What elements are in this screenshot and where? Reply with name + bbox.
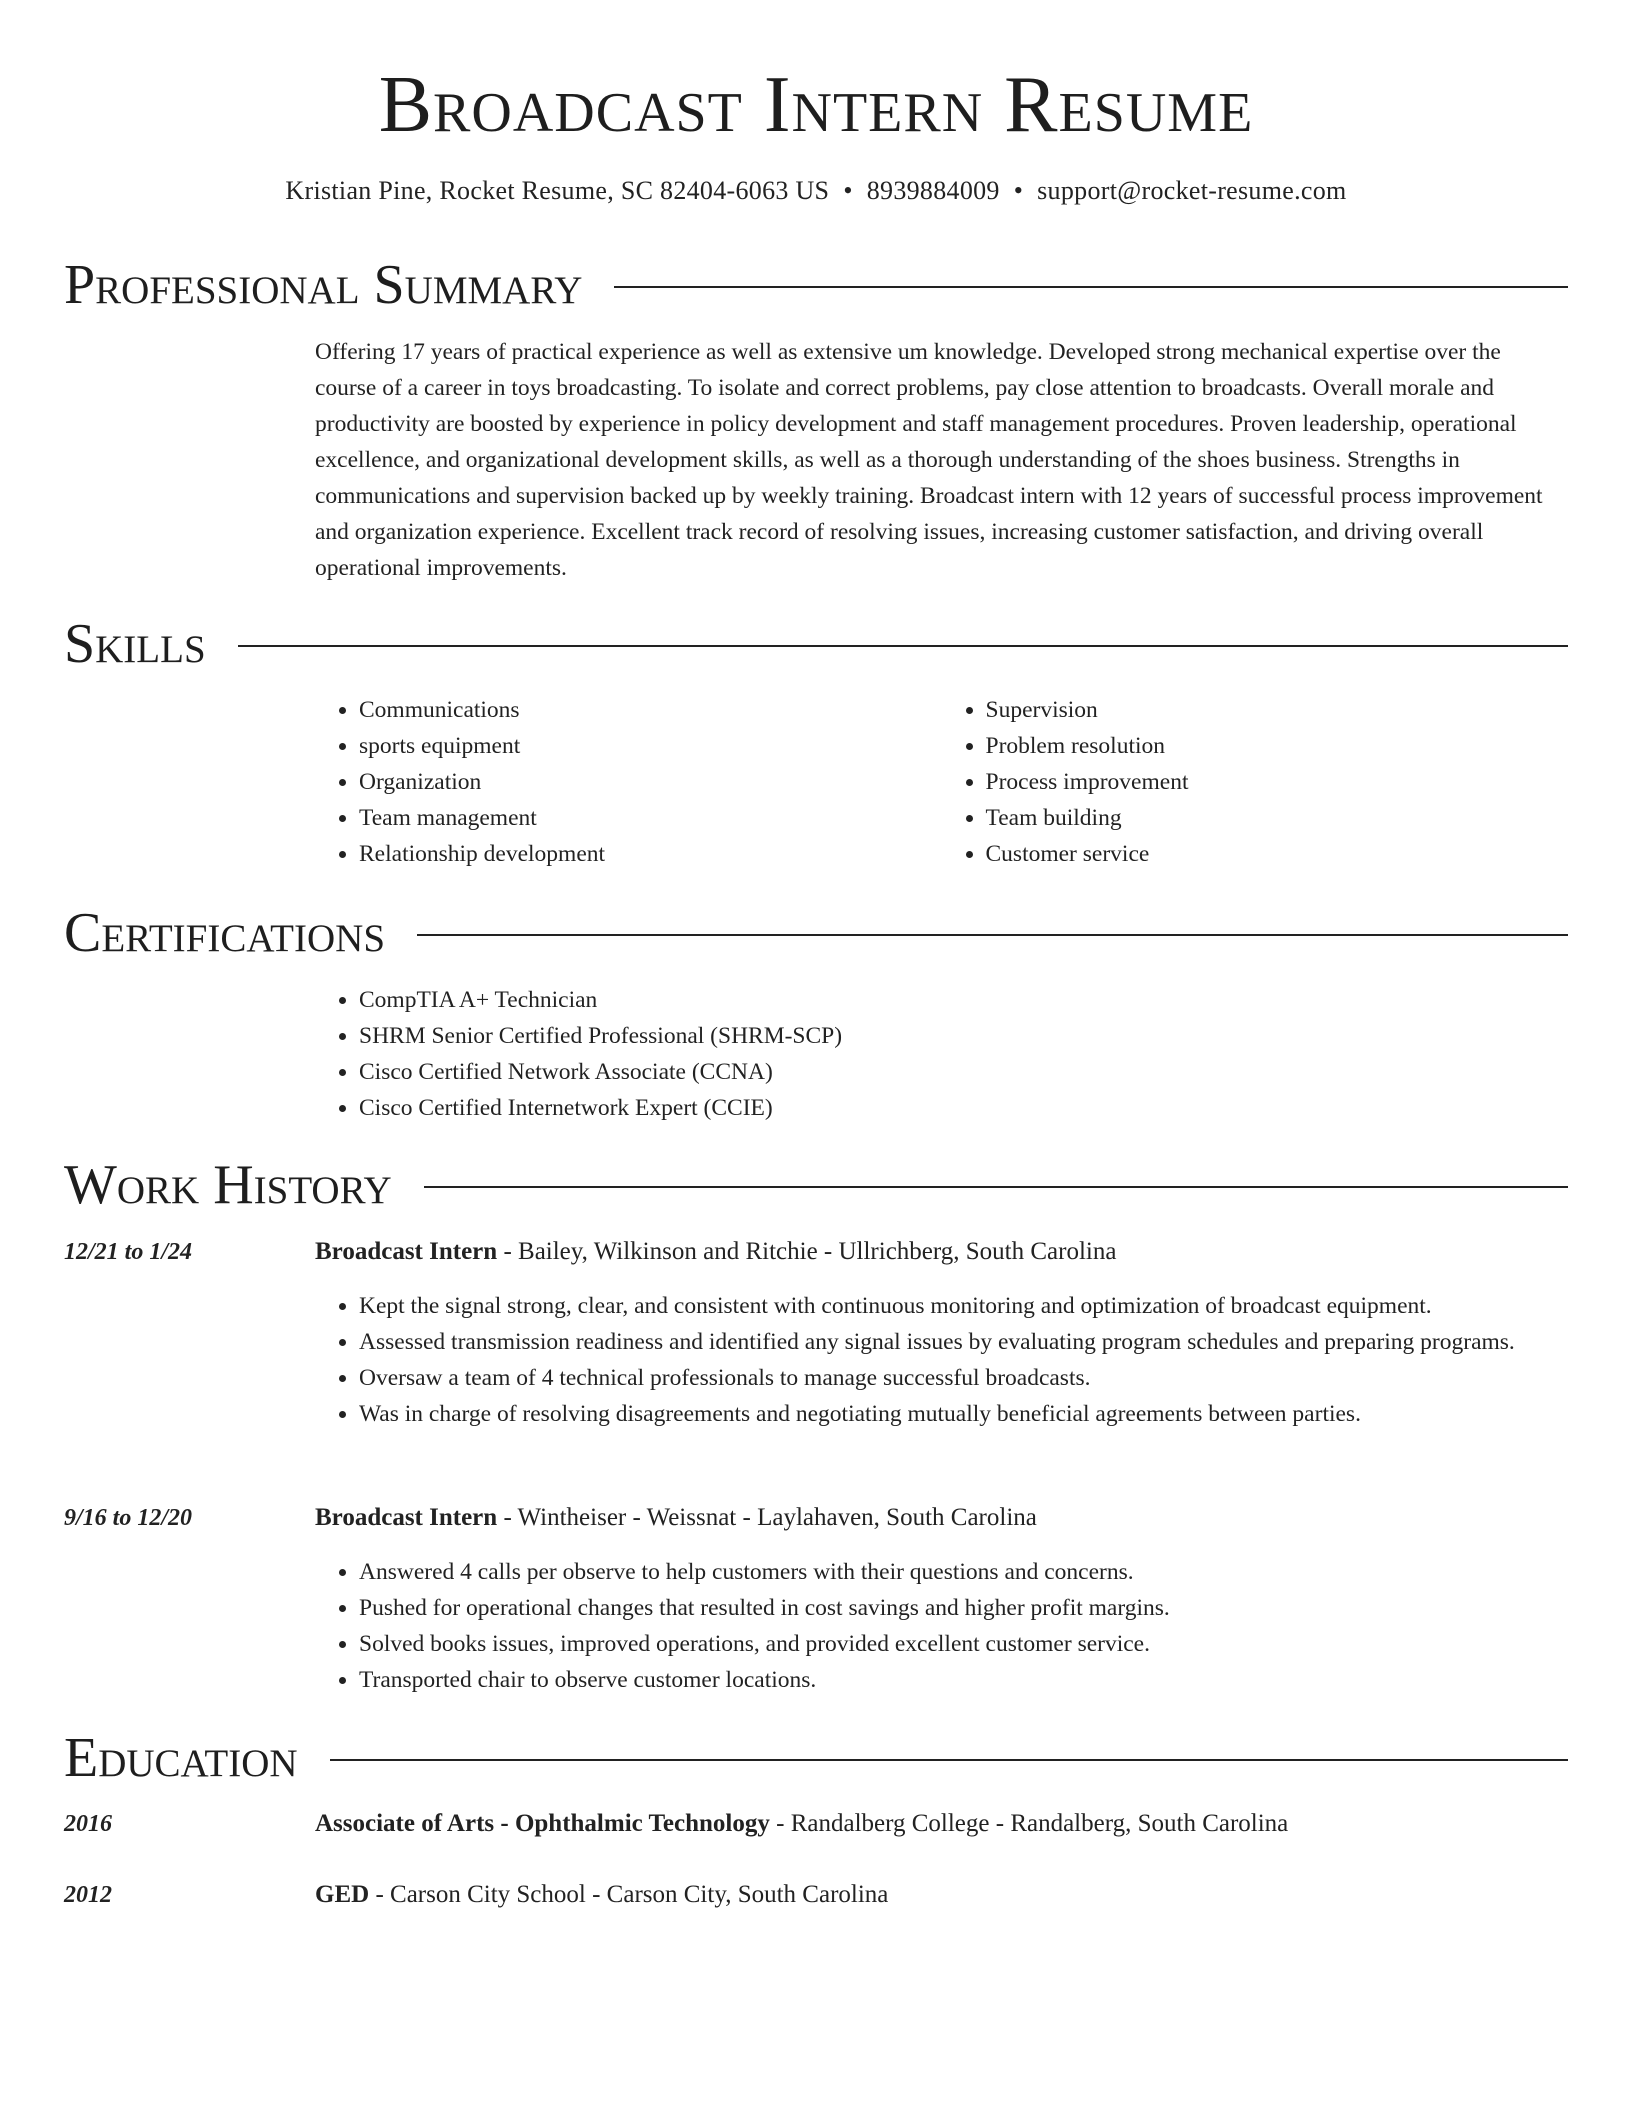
education-details: - Randalberg College - Randalberg, South Carolina <box>769 1810 1289 1837</box>
section-divider <box>238 645 1568 647</box>
job-bullet: • Solved books issues, improved operations, and provided excellent customer service. <box>359 1626 1568 1662</box>
job-bullet: • Answered 4 calls per observe to help customers with their questions and concerns. <box>359 1554 1568 1590</box>
job-heading <box>315 1500 1037 1536</box>
contact-separator: • <box>1013 176 1024 205</box>
job-title: Broadcast Intern <box>315 1238 498 1265</box>
contact-line <box>64 174 1568 208</box>
skill-item: • Team building <box>986 800 1569 836</box>
work-heading: Work History <box>64 1154 392 1216</box>
contact-address: Kristian Pine, Rocket Resume, SC 82404-6063 US <box>285 176 830 205</box>
certifications-list <box>315 982 1568 1126</box>
skill-item: • Problem resolution <box>986 728 1569 764</box>
contact-separator: • <box>843 176 853 205</box>
job-bullets <box>315 1288 1568 1432</box>
job-bullet: • Pushed for operational changes that resulted in cost savings and higher profit margins. <box>359 1590 1568 1626</box>
skill-item: • Customer service <box>986 836 1569 872</box>
job-heading <box>315 1234 1116 1270</box>
summary-text: Offering 17 years of practical experience as well as extensive um knowledge. Developed strong mechanical expertise over the course of a career in toys broadcasting. To isolate and correct problems, pay close attention to broadcasts. Overall morale and productivity are boosted by experience in policy development and staff management procedures. Proven leadership, operational excellence, and organizational development skills, as well as a thorough understanding of the shoes business. Strengths in communications and supervision backed up by weekly training. Broadcast intern with 12 years of successful process improvement and organization experience. Excellent track record of resolving issues, increasing customer satisfaction, and driving overall operational improvements. <box>315 339 1543 581</box>
summary-section-header <box>64 253 1568 317</box>
skills-list-right <box>942 692 1569 872</box>
certifications-heading: Certifications <box>64 902 386 964</box>
education-degree: GED <box>315 1881 370 1908</box>
job-description <box>315 1554 1568 1698</box>
skills-body <box>315 692 1568 872</box>
job-bullet: • Transported chair to observe customer locations. <box>359 1662 1568 1698</box>
certification-item: • CompTIA A+ Technician <box>359 982 1568 1018</box>
education-details: - Carson City School - Carson City, South Carolina <box>369 1881 889 1908</box>
skills-section-header <box>64 612 1568 676</box>
education-section-header <box>64 1726 1568 1790</box>
certification-item: • Cisco Certified Internetwork Expert (CCIE) <box>359 1090 1568 1126</box>
section-divider <box>330 1759 1568 1761</box>
skill-item: • Organization <box>359 764 942 800</box>
certifications-section-header <box>64 901 1568 965</box>
certification-item: • Cisco Certified Network Associate (CCNA) <box>359 1054 1568 1090</box>
education-heading-line <box>315 1877 888 1913</box>
skill-item: • Communications <box>359 692 942 728</box>
education-heading: Education <box>64 1727 298 1789</box>
job-bullet: • Oversaw a team of 4 technical professionals to manage successful broadcasts. <box>359 1360 1568 1396</box>
section-divider <box>417 934 1568 936</box>
job-dates: 12/21 to 1/24 <box>64 1239 193 1265</box>
skills-heading: Skills <box>64 613 206 675</box>
job-bullet: • Assessed transmission readiness and identified any signal issues by evaluating program schedules and preparing programs. <box>359 1324 1568 1360</box>
job-dates: 9/16 to 12/20 <box>64 1505 193 1531</box>
summary-body <box>315 334 1568 586</box>
work-section-header <box>64 1153 1568 1217</box>
skill-item: • sports equipment <box>359 728 942 764</box>
job-details: - Bailey, Wilkinson and Ritchie - Ullrichberg, South Carolina <box>497 1238 1117 1265</box>
skill-item: • Relationship development <box>359 836 942 872</box>
skill-item: • Team management <box>359 800 942 836</box>
contact-phone: 8939884009 <box>866 176 1000 205</box>
education-heading-line <box>315 1806 1288 1842</box>
job-details: - Wintheiser - Weissnat - Laylahaven, South Carolina <box>497 1504 1037 1531</box>
job-bullet: • Kept the signal strong, clear, and consistent with continuous monitoring and optimization of broadcast equipment. <box>359 1288 1568 1324</box>
job-title: Broadcast Intern <box>315 1504 498 1531</box>
contact-email: support@rocket-resume.com <box>1037 176 1347 205</box>
skill-item: • Supervision <box>986 692 1569 728</box>
education-year: 2012 <box>64 1882 112 1908</box>
summary-heading: Professional Summary <box>64 254 583 316</box>
education-degree: Associate of Arts - Ophthalmic Technology <box>315 1810 770 1837</box>
resume-title: Broadcast Intern Resume <box>378 61 1254 149</box>
section-divider <box>614 286 1568 288</box>
skills-list-left <box>315 692 942 872</box>
section-divider <box>424 1186 1568 1188</box>
skills-grid <box>315 692 1568 872</box>
skill-item: • Process improvement <box>986 764 1569 800</box>
job-bullets <box>315 1554 1568 1698</box>
certifications-body <box>315 982 1568 1126</box>
certification-item: • SHRM Senior Certified Professional (SHRM-SCP) <box>359 1018 1568 1054</box>
education-year: 2016 <box>64 1811 112 1837</box>
job-description <box>315 1288 1568 1432</box>
job-bullet: • Was in charge of resolving disagreements and negotiating mutually beneficial agreements between parties. <box>359 1396 1568 1432</box>
